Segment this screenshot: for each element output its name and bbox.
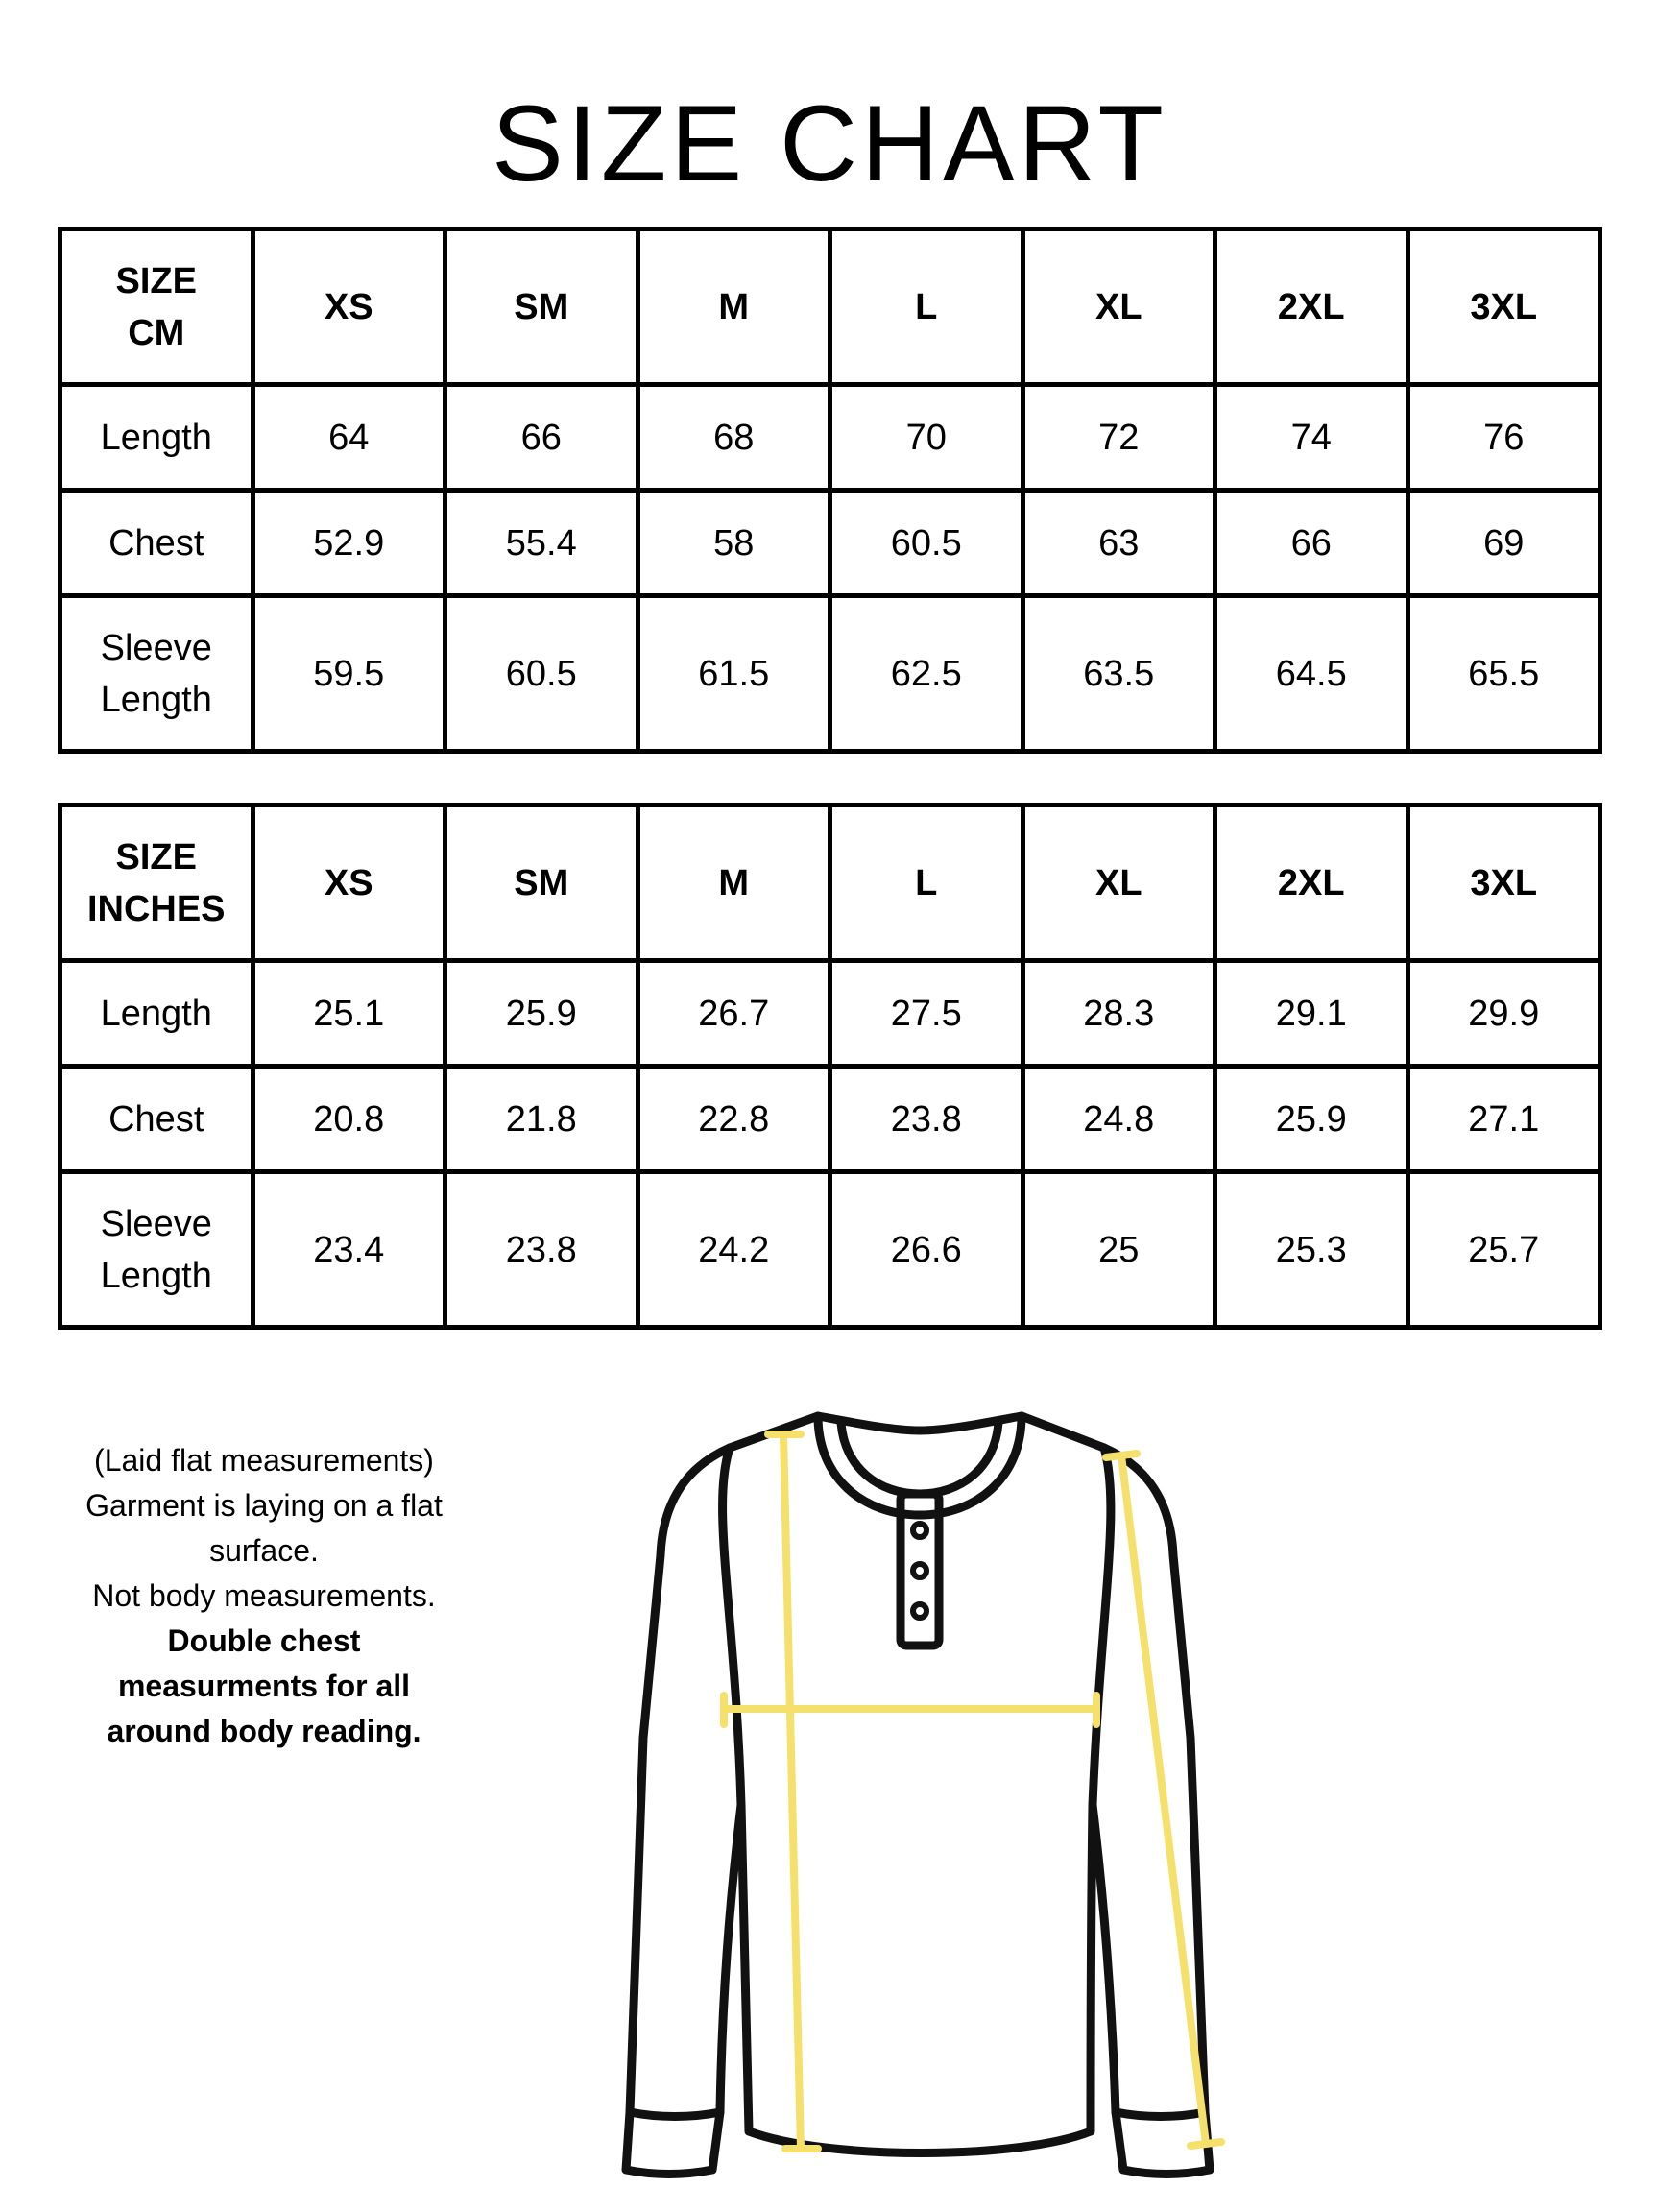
row-label-cell	[60, 385, 253, 491]
value-cell: 59.5	[252, 596, 445, 752]
henley-shirt-icon	[566, 1402, 1258, 2208]
row-label-cell	[60, 1172, 253, 1328]
row-label-line: Length	[100, 679, 212, 720]
value-cell: 61.5	[637, 596, 830, 752]
size-header-cell: M	[637, 805, 830, 961]
value-cell: 76	[1407, 385, 1600, 491]
value-cell: 70	[830, 385, 1023, 491]
row-label: Chest	[108, 522, 204, 564]
value-cell: 23.4	[252, 1172, 445, 1328]
button-icon	[913, 1564, 926, 1577]
note-line: Garment is laying on a flat	[85, 1488, 443, 1523]
value-cell: 68	[637, 385, 830, 491]
size-header-cell: L	[830, 229, 1023, 385]
corner-header-line: SIZE	[115, 836, 197, 878]
row-label-line: Length	[100, 1255, 212, 1296]
row-label-line: Sleeve	[100, 627, 212, 668]
size-header-cell: M	[637, 229, 830, 385]
note-line: (Laid flat measurements)	[94, 1443, 434, 1478]
row-label: Length	[100, 417, 212, 458]
value-cell: 63.5	[1022, 596, 1215, 752]
left-cuff-line	[630, 2112, 720, 2117]
value-cell: 72	[1022, 385, 1215, 491]
value-cell: 64.5	[1215, 596, 1408, 752]
value-cell: 29.1	[1215, 961, 1408, 1067]
value-cell: 23.8	[830, 1067, 1023, 1172]
size-header-cell: 3XL	[1407, 805, 1600, 961]
value-cell: 21.8	[445, 1067, 638, 1172]
value-cell: 66	[1215, 491, 1408, 596]
table-row	[60, 385, 1600, 491]
size-table-cm	[58, 227, 1602, 754]
corner-header-line: SIZE	[115, 260, 197, 301]
sleeve-measure-cap	[1106, 1454, 1137, 1457]
corner-header-line: INCHES	[86, 888, 226, 929]
value-cell: 24.8	[1022, 1067, 1215, 1172]
table-corner-header	[60, 805, 253, 961]
table-row	[60, 491, 1600, 596]
value-cell: 26.6	[830, 1172, 1023, 1328]
value-cell: 60.5	[830, 491, 1023, 596]
page-title: SIZE CHART	[492, 84, 1167, 204]
table-row	[60, 596, 1600, 752]
note-bold-line: around body reading.	[107, 1714, 421, 1748]
value-cell: 25.9	[445, 961, 638, 1067]
table-row	[60, 1172, 1600, 1328]
size-header-cell: XL	[1022, 229, 1215, 385]
note-bold-line: Double chest	[167, 1623, 361, 1658]
row-label-cell	[60, 596, 253, 752]
shirt-body-outline	[626, 1416, 1210, 2175]
row-label-cell	[60, 1067, 253, 1172]
table-header-row	[60, 805, 1600, 961]
value-cell: 52.9	[252, 491, 445, 596]
row-label: Length	[100, 993, 212, 1034]
value-cell: 25	[1022, 1172, 1215, 1328]
size-header-cell: XS	[252, 229, 445, 385]
table-corner-header	[60, 229, 253, 385]
size-header-cell: XL	[1022, 805, 1215, 961]
button-icon	[913, 1524, 926, 1537]
value-cell: 60.5	[445, 596, 638, 752]
value-cell: 64	[252, 385, 445, 491]
value-cell: 27.1	[1407, 1067, 1600, 1172]
measurement-note	[38, 1438, 490, 1754]
size-header-cell: SM	[445, 229, 638, 385]
value-cell: 62.5	[830, 596, 1023, 752]
size-header-cell: XS	[252, 805, 445, 961]
table-row	[60, 1067, 1600, 1172]
value-cell: 55.4	[445, 491, 638, 596]
table-header-row	[60, 229, 1600, 385]
value-cell: 69	[1407, 491, 1600, 596]
value-cell: 26.7	[637, 961, 830, 1067]
value-cell: 25.1	[252, 961, 445, 1067]
value-cell: 24.2	[637, 1172, 830, 1328]
size-header-cell: SM	[445, 805, 638, 961]
note-bold-line: measurments for all	[117, 1669, 411, 1703]
corner-header-line: CM	[128, 312, 185, 353]
value-cell: 65.5	[1407, 596, 1600, 752]
value-cell: 66	[445, 385, 638, 491]
value-cell: 23.8	[445, 1172, 638, 1328]
row-label: Chest	[108, 1098, 204, 1140]
value-cell: 74	[1215, 385, 1408, 491]
table-row	[60, 961, 1600, 1067]
value-cell: 25.7	[1407, 1172, 1600, 1328]
button-icon	[913, 1604, 926, 1618]
sleeve-measure-cap	[1190, 2142, 1221, 2146]
value-cell: 29.9	[1407, 961, 1600, 1067]
note-line: Not body measurements.	[92, 1578, 436, 1613]
right-sleeve-seam	[1093, 1448, 1111, 1805]
right-cuff-line	[1116, 2112, 1205, 2117]
value-cell: 28.3	[1022, 961, 1215, 1067]
size-header-cell: 3XL	[1407, 229, 1600, 385]
value-cell: 20.8	[252, 1067, 445, 1172]
length-measure-line	[783, 1434, 801, 2149]
value-cell: 22.8	[637, 1067, 830, 1172]
size-header-cell: 2XL	[1215, 805, 1408, 961]
row-label-cell	[60, 491, 253, 596]
value-cell: 25.3	[1215, 1172, 1408, 1328]
size-header-cell: L	[830, 805, 1023, 961]
value-cell: 58	[637, 491, 830, 596]
value-cell: 25.9	[1215, 1067, 1408, 1172]
size-header-cell: 2XL	[1215, 229, 1408, 385]
size-table-inches	[58, 803, 1602, 1330]
value-cell: 27.5	[830, 961, 1023, 1067]
note-line: surface.	[209, 1533, 319, 1568]
row-label-cell	[60, 961, 253, 1067]
left-sleeve-seam	[723, 1448, 741, 1805]
row-label-line: Sleeve	[100, 1203, 212, 1244]
value-cell: 63	[1022, 491, 1215, 596]
